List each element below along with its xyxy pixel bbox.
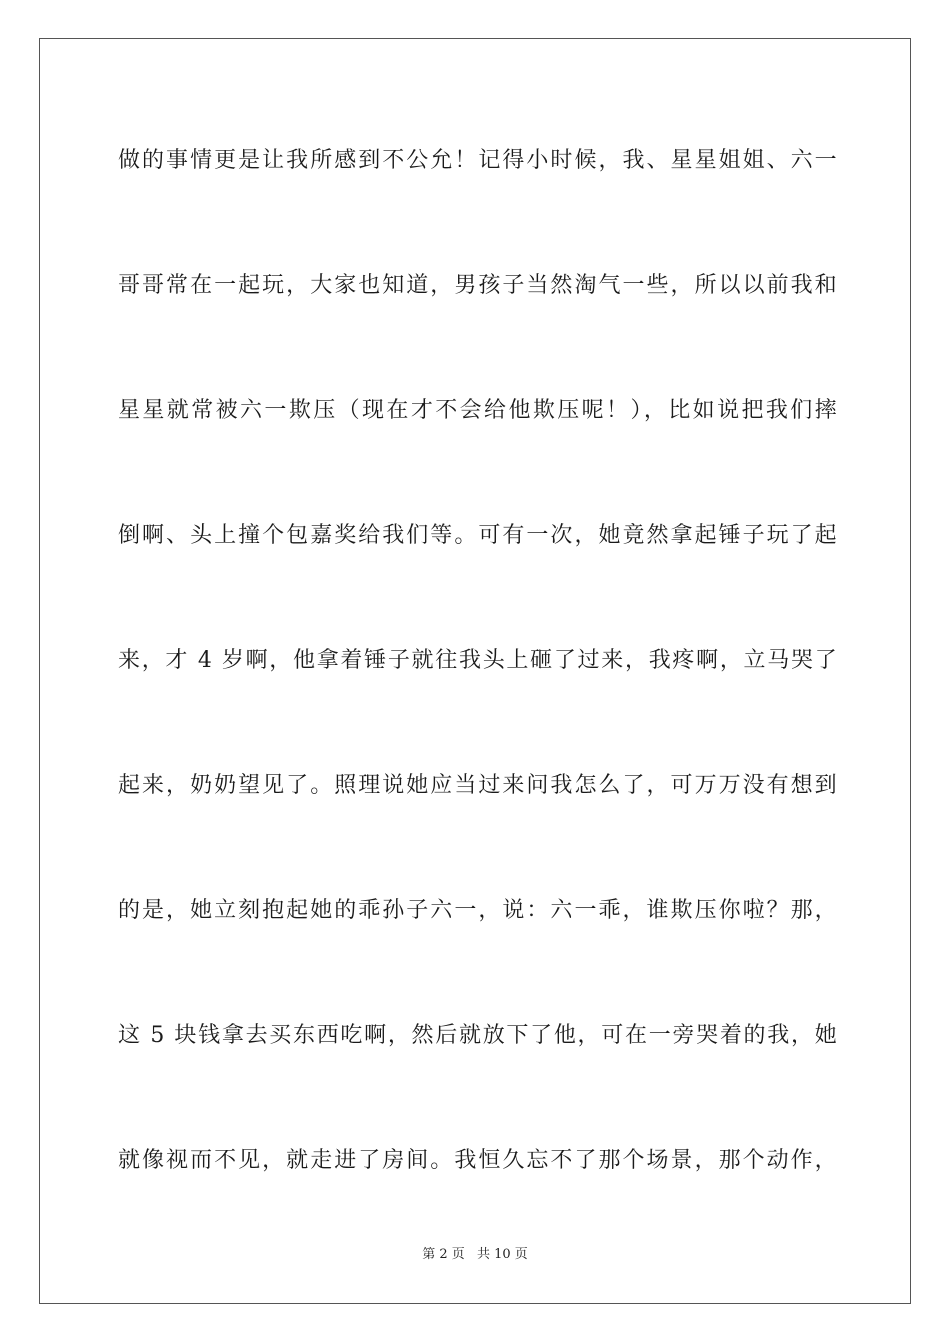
page-footer: [0, 1246, 950, 1264]
page-total: 共 10 页: [476, 1247, 528, 1262]
paragraph-line: 哥哥常在一起玩，大家也知道，男孩子当然淘气一些，所以以前我和: [118, 273, 838, 298]
paragraph-line: 起来，奶奶望见了。照理说她应当过来问我怎么了，可万万没有想到: [118, 773, 838, 798]
paragraph-line: 做的事情更是让我所感到不公允！记得小时候，我、星星姐姐、六一: [118, 148, 838, 173]
paragraph-line: 倒啊、头上撞个包嘉奖给我们等。可有一次，她竟然拿起锤子玩了起: [118, 523, 838, 548]
paragraph-line: 星星就常被六一欺压（现在才不会给他欺压呢！），比如说把我们摔: [118, 398, 838, 423]
paragraph-line: 来，才 4 岁啊，他拿着锤子就往我头上砸了过来，我疼啊，立马哭了: [118, 648, 838, 673]
paragraph-line: 这 5 块钱拿去买东西吃啊，然后就放下了他，可在一旁哭着的我，她: [118, 1023, 838, 1048]
page-number: 第 2 页: [422, 1247, 465, 1262]
paragraph-line: 的是，她立刻抱起她的乖孙子六一，说：六一乖，谁欺压你啦？那，: [118, 898, 838, 923]
paragraph-line: 就像视而不见，就走进了房间。我恒久忘不了那个场景，那个动作，: [118, 1148, 838, 1173]
